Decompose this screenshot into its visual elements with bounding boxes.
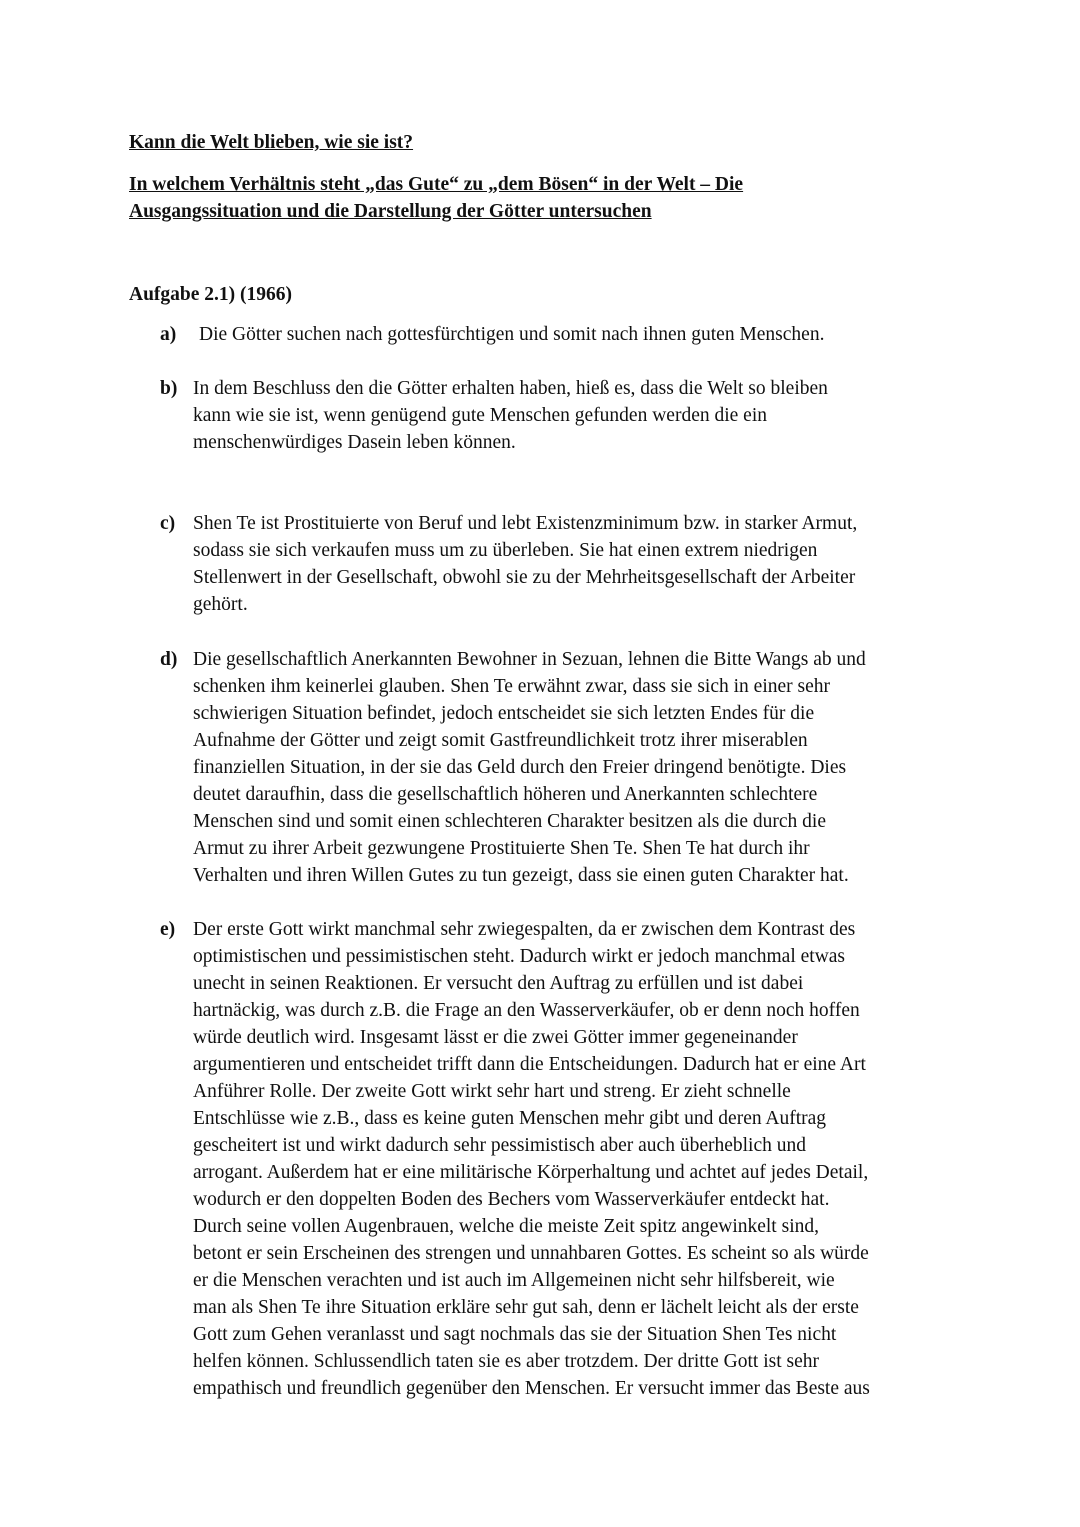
text-line: unecht in seinen Reaktionen. Er versucht den Auftrag zu erfüllen und ist dabei [193,973,804,994]
text-line: Entschlüsse wie z.B., dass es keine guten Menschen mehr gibt und deren Auftrag [193,1108,827,1129]
text-line: Anführer Rolle. Der zweite Gott wirkt sehr hart und streng. Er zieht schnelle [193,1081,791,1102]
text-line: menschenwürdiges Dasein leben können. [193,432,516,453]
item-label: e) [160,919,176,940]
text-line: schwierigen Situation befindet, jedoch entscheidet sie sich letzten Endes für die [193,703,815,724]
text-line: er die Menschen verachten und ist auch im Allgemeinen nicht sehr hilfsbereit, wie [193,1270,835,1291]
text-line: hartnäckig, was durch z.B. die Frage an den Wasserverkäufer, ob er denn noch hoffen [193,1000,860,1021]
text-line: betont er sein Erscheinen des strengen und unnahbaren Gottes. Es scheint so als würde [193,1243,869,1264]
text-line: In dem Beschluss den die Götter erhalten haben, hieß es, dass die Welt so bleiben [193,378,828,399]
text-line: deutet daraufhin, dass die gesellschaftlich höheren und Anerkannten schlechtere [193,784,818,805]
text-line: Menschen sind und somit einen schlechteren Charakter besitzen als die durch die [193,811,827,832]
text-line: optimistischen und pessimistischen steht. Dadurch wirkt er jedoch manchmal etwas [193,946,846,967]
item-text [193,916,870,1402]
text-line: Armut zu ihrer Arbeit gezwungene Prostituierte Shen Te. Shen Te hat durch ihr [193,838,810,859]
subtitle-line: Ausgangssituation und die Darstellung der Götter untersuchen [129,201,652,222]
item-text [193,646,866,889]
document-title: Kann die Welt blieben, wie sie ist? [129,132,414,153]
task-heading: Aufgabe 2.1) (1966) [129,284,293,305]
text-line: sodass sie sich verkaufen muss um zu überleben. Sie hat einen extrem niedrigen [193,540,818,561]
text-line: wodurch er den doppelten Boden des Bechers vom Wasserverkäufer entdeckt hat. [193,1189,830,1210]
text-line: Durch seine vollen Augenbrauen, welche die meiste Zeit spitz angewinkelt sind, [193,1216,819,1237]
text-line: man als Shen Te ihre Situation erkläre sehr gut sah, denn er lächelt leicht als der erste [193,1297,859,1318]
item-text [193,510,857,618]
text-line: Die Götter suchen nach gottesfürchtigen und somit nach ihnen guten Menschen. [199,324,825,345]
text-line: Gott zum Gehen veranlasst und sagt nochmals das sie der Situation Shen Tes nicht [193,1324,837,1345]
item-text [193,375,828,456]
text-line: Verhalten und ihren Willen Gutes zu tun gezeigt, dass sie einen guten Charakter hat. [193,865,849,886]
text-line: Aufnahme der Götter und zeigt somit Gastfreundlichkeit trotz ihrer miserablen [193,730,808,751]
text-line: empathisch und freundlich gegenüber den Menschen. Er versucht immer das Beste aus [193,1378,870,1399]
subtitle-line: In welchem Verhältnis steht „das Gute“ zu „dem Bösen“ in der Welt – Die [129,174,744,195]
text-line: finanziellen Situation, in der sie das Geld durch den Freier dringend benötigte. Dies [193,757,847,778]
text-line: Der erste Gott wirkt manchmal sehr zwiegespalten, da er zwischen dem Kontrast des [193,919,856,940]
item-text [199,321,824,348]
text-line: argumentieren und entscheidet trifft dann die Entscheidungen. Dadurch hat er eine Art [193,1054,866,1075]
item-label: d) [160,649,178,670]
text-line: Die gesellschaftlich Anerkannten Bewohner in Sezuan, lehnen die Bitte Wangs ab und [193,649,866,670]
item-label: b) [160,378,178,399]
text-line: gehört. [193,594,248,615]
text-line: gescheitert ist und wirkt dadurch sehr pessimistisch aber auch überheblich und [193,1135,806,1156]
text-line: arrogant. Außerdem hat er eine militärische Körperhaltung und achtet auf jedes Detail, [193,1162,869,1183]
text-line: Shen Te ist Prostituierte von Beruf und lebt Existenzminimum bzw. in starker Armut, [193,513,858,534]
text-line: schenken ihm keinerlei glauben. Shen Te erwähnt zwar, dass sie sich in einer sehr [193,676,830,697]
item-label: a) [160,324,177,345]
document-subtitle [129,171,743,225]
item-label: c) [160,513,176,534]
text-line: würde deutlich wird. Insgesamt lässt er die zwei Götter immer gegeneinander [193,1027,798,1048]
text-line: kann wie sie ist, wenn genügend gute Menschen gefunden werden die ein [193,405,767,426]
text-line: Stellenwert in der Gesellschaft, obwohl sie zu der Mehrheitsgesellschaft der Arbeiter [193,567,856,588]
text-line: helfen können. Schlussendlich taten sie es aber trotzdem. Der dritte Gott ist sehr [193,1351,819,1372]
